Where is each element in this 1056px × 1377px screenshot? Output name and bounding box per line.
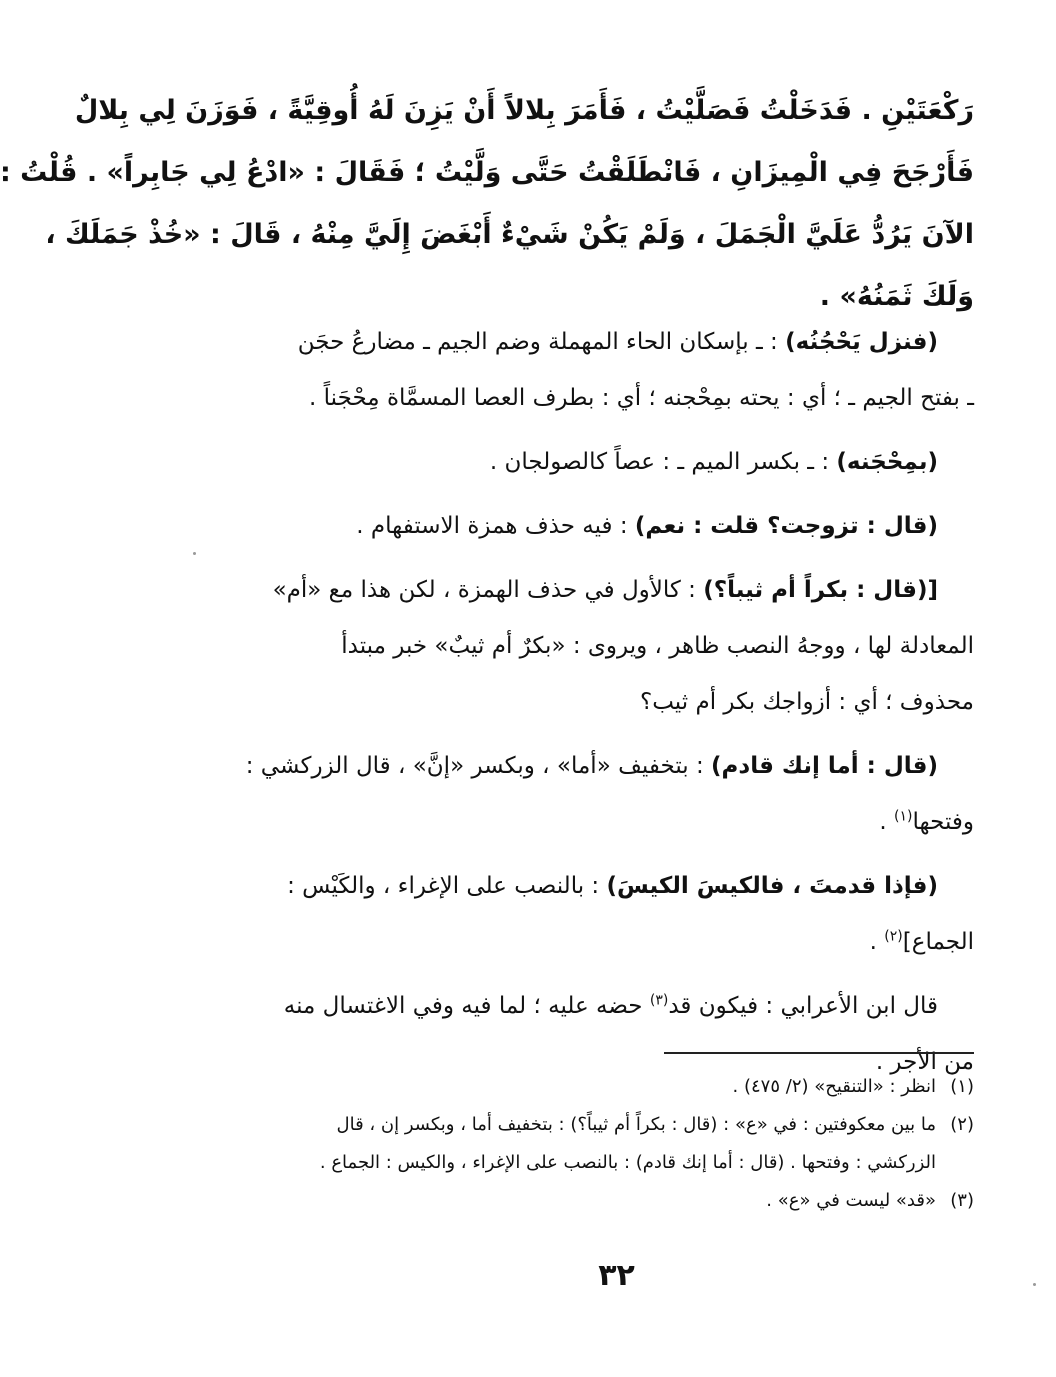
explanation: وفتحها bbox=[912, 809, 974, 835]
punctuation: . bbox=[869, 929, 877, 955]
commentary-line: محذوف ؛ أي : أزواجك بكر أم ثيب؟ bbox=[640, 689, 974, 715]
commentary-line bbox=[258, 314, 974, 370]
lemma: (فإذا قدمتَ ، فالكيسَ الكيسَ) bbox=[606, 873, 938, 899]
commentary-paragraph bbox=[258, 434, 974, 490]
lemma: (فنزل يَحْجُنُه) bbox=[785, 329, 938, 355]
commentary-line bbox=[258, 434, 974, 490]
explanation: : فيه حذف همزة الاستفهام . bbox=[356, 513, 628, 539]
commentary-paragraph bbox=[258, 314, 974, 426]
footnote-continuation: الزركشي : وفتحها . (قال : أما إنك قادم) : بالنصب على الإغراء ، والكيس : الجماع . bbox=[319, 1152, 936, 1173]
commentary-line: المعادلة لها ، ووجهُ النصب ظاهر ، ويروى : «بكرٌ أم ثيبٌ» خبر مبتدأ bbox=[341, 633, 974, 659]
hadith-line: رَكْعَتَيْنِ . فَدَخَلْتُ فَصَلَّيْتُ ، فَأَمَرَ بِلالاً أَنْ يَزِنَ لَهُ أُوقِيَّةً ، فَوَزَنَ لِي بِلالٌ bbox=[74, 95, 974, 126]
commentary-line: من الأجر . bbox=[875, 1049, 974, 1075]
lemma: [(قال : بكراً أم ثيباً؟) bbox=[703, 577, 938, 603]
explanation: الجماع] bbox=[902, 929, 974, 955]
footnote bbox=[258, 1068, 974, 1106]
commentary-line bbox=[245, 738, 974, 794]
commentary-line bbox=[258, 858, 974, 914]
footnote-number: (٢) bbox=[950, 1114, 974, 1135]
explanation: قال ابن الأعرابي : فيكون قد bbox=[668, 993, 938, 1019]
footnotes bbox=[258, 1068, 974, 1220]
hadith-line: الآنَ يَرُدُّ عَلَيَّ الْجَمَلَ ، وَلَمْ يَكُنْ شَيْءٌ أَبْغَضَ إِلَيَّ مِنْهُ ، قَالَ : «خُذْ جَمَلَكَ ، bbox=[45, 219, 974, 250]
commentary-line bbox=[258, 978, 974, 1034]
explanation: : كالأول في حذف الهمزة ، لكن هذا مع «أم» bbox=[272, 577, 696, 603]
footnote-ref[interactable]: (١) bbox=[894, 808, 913, 825]
page-number: ٣٢ bbox=[598, 1258, 635, 1293]
hadith-line: فَأَرْجَحَ فِي الْمِيزَانِ ، فَانْطَلَقْتُ حَتَّى وَلَّيْتُ ؛ فَقَالَ : «ادْعُ لِي جَابِراً» . قُلْتُ : bbox=[0, 157, 974, 188]
explanation: : ـ بكسر الميم ـ : عصاً كالصولجان . bbox=[489, 449, 830, 475]
hadith-text bbox=[0, 80, 974, 328]
commentary-paragraph bbox=[258, 562, 974, 730]
footnote-text: «قد» ليست في «ع» . bbox=[766, 1190, 936, 1211]
scan-speck bbox=[1033, 1283, 1036, 1286]
explanation: : بالنصب على الإغراء ، والكَيْس : bbox=[287, 873, 600, 899]
commentary-line bbox=[258, 562, 974, 618]
lemma: (قال : أما إنك قادم) bbox=[711, 753, 938, 779]
footnote-divider bbox=[664, 1052, 974, 1054]
lemma: (قال : تزوجت؟ قلت : نعم) bbox=[634, 513, 938, 539]
commentary-line bbox=[258, 794, 974, 850]
commentary-paragraph bbox=[245, 738, 974, 850]
scan-speck bbox=[193, 552, 196, 555]
footnote bbox=[258, 1106, 974, 1144]
footnote-text: ما بين معكوفتين : في «ع» : (قال : بكراً أم ثيباً؟) : بتخفيف أما ، وبكسر إن ، قال bbox=[336, 1114, 936, 1135]
footnote-ref[interactable]: (٢) bbox=[884, 928, 903, 945]
footnote-number: (١) bbox=[950, 1076, 974, 1097]
lemma: (بمِحْجَنه) bbox=[836, 449, 938, 475]
commentary-line bbox=[258, 914, 974, 970]
explanation: : ـ بإسكان الحاء المهملة وضم الجيم ـ مضارعُ حجَن bbox=[297, 329, 778, 355]
footnote-text: انظر : «التنقيح» (٢/ ٤٧٥) . bbox=[732, 1076, 936, 1097]
hadith-line: وَلَكَ ثَمَنُهُ» . bbox=[819, 281, 974, 312]
commentary-paragraph bbox=[258, 858, 974, 970]
explanation: : بتخفيف «أما» ، وبكسر «إنَّ» ، قال الزركشي : bbox=[245, 753, 704, 779]
commentary-line bbox=[258, 498, 974, 554]
punctuation: . bbox=[879, 809, 887, 835]
commentary-line: ـ بفتح الجيم ـ ؛ أي : يحته بمِحْجنه ؛ أي : بطرف العصا المسمَّاة مِحْجَناً . bbox=[309, 385, 974, 411]
footnote bbox=[258, 1182, 974, 1220]
explanation: حضه عليه ؛ لما فيه وفي الاغتسال منه bbox=[283, 993, 650, 1019]
commentary bbox=[245, 314, 974, 1098]
commentary-paragraph bbox=[258, 498, 974, 554]
footnote-number: (٣) bbox=[950, 1190, 974, 1211]
footnote-ref[interactable]: (٣) bbox=[649, 992, 669, 1009]
